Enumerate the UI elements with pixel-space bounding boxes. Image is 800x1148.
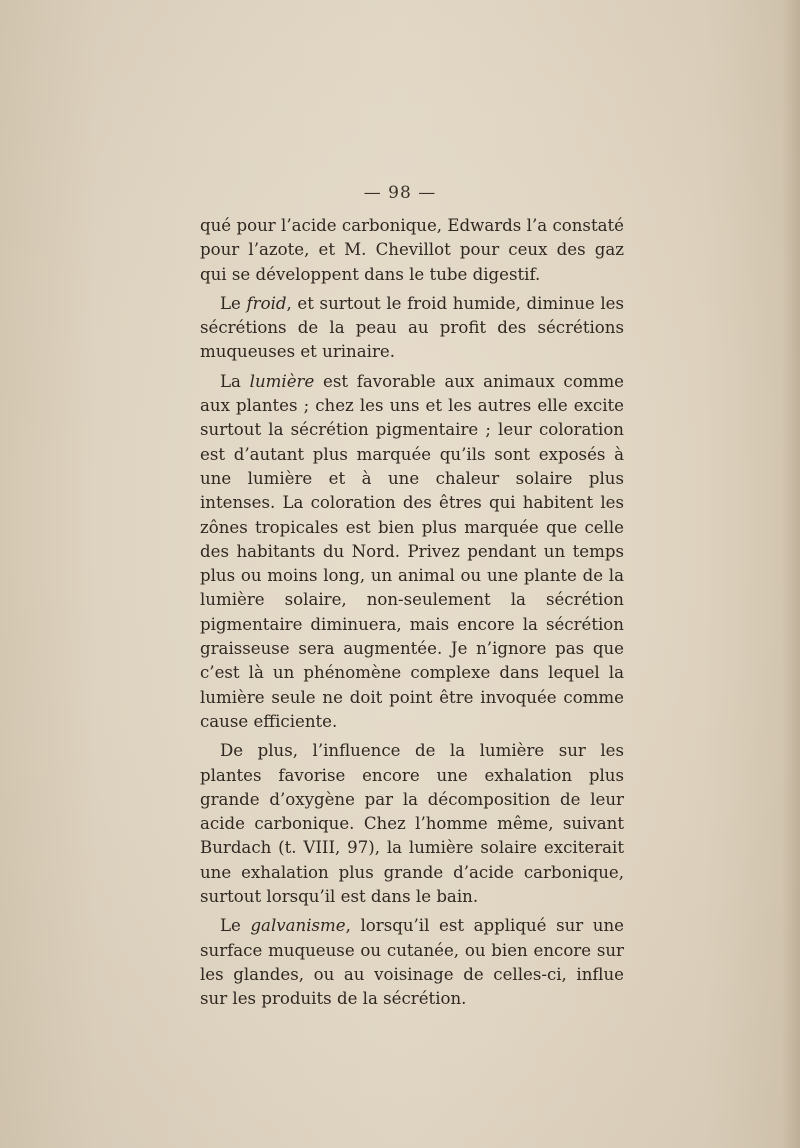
page-number: — 98 —	[363, 183, 437, 203]
paragraph-5	[200, 914, 624, 1011]
paragraph-2	[200, 292, 624, 365]
paragraph-5-italic-galvanisme: galvanisme	[250, 916, 346, 936]
paragraph-3-part-1: La	[220, 371, 250, 391]
paragraph-5-part-3: , lorsqu’il est appliqué sur une surface muqueuse ou cutanée, ou bien encore sur les glandes, ou au voisinage de celles-ci, influe sur les produits de la sécrétion.	[200, 916, 624, 1009]
paragraph-4	[200, 739, 624, 909]
paragraph-3-italic-lumiere: lumière	[249, 371, 315, 391]
paragraph-3-part-3: est favorable aux animaux comme aux plantes ; chez les uns et les autres elle excite surtout la sécrétion pigmentaire ; leur coloration est d’autant plus marquée qu’ils sont exposés à une lumière et à une chaleur solaire plus intenses. La coloration des êtres qui habitent les zônes tropicales est bien plus marquée que celle des habitants du Nord. Privez pendant un temps plus ou moins long, un animal ou une plante de la lumière solaire, non-seulement la sécrétion pigmentaire diminuera, mais encore la sécrétion graisseuse sera augmentée. Je n’ignore pas que c’est là un phénomène complexe dans lequel la lumière seule ne doit point être invoquée comme cause efficiente.	[200, 371, 624, 731]
paragraph-5-part-1: Le	[220, 916, 251, 936]
paragraph-2-part-3: , et surtout le froid humide, diminue les sécrétions de la peau au profit des sécrétions muqueuses et urinaire.	[200, 293, 624, 362]
paragraph-3	[200, 370, 624, 734]
body-text	[200, 214, 624, 1012]
paragraph-2-part-1: Le	[220, 293, 247, 313]
paragraph-1-text: qué pour l’acide carbonique, Edwards l’a constaté pour l’azote, et M. Chevillot pour ceux des gaz qui se développent dans le tube digestif.	[200, 216, 624, 284]
paragraph-1	[200, 214, 624, 287]
page-edge-shadow	[782, 0, 800, 1148]
paragraph-2-italic-froid: froid	[246, 293, 287, 313]
paragraph-4-text: De plus, l’influence de la lumière sur les plantes favorise encore une exhalation plus grande d’oxygène par la décomposition de leur acide carbonique. Chez l’homme même, suivant Burdach (t. VIII, 97), la lumière solaire exciterait une exhalation plus grande d’acide carbonique, surtout lorsqu’il est dans le bain.	[200, 741, 624, 907]
